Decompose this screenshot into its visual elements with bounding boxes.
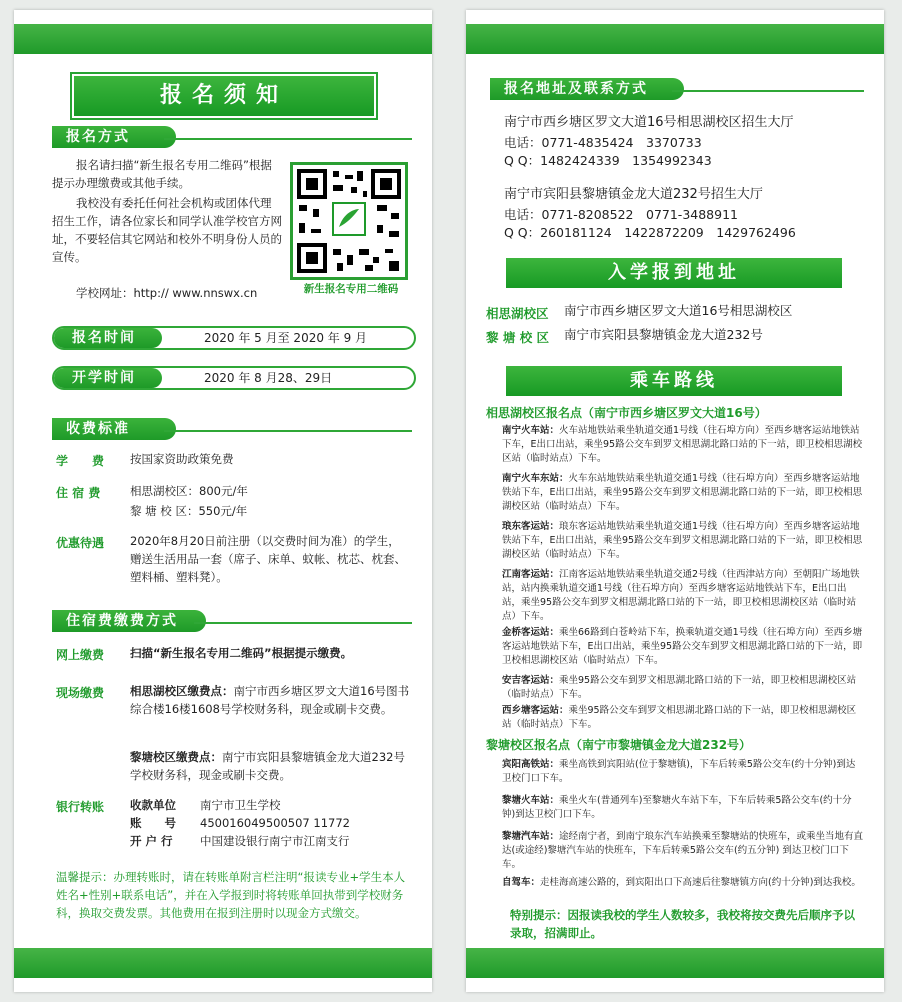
route-4 [502, 568, 864, 624]
checkin-heading: 入学报到地址 [506, 258, 842, 288]
time-value: 2020 年 5 月至 2020 年 9 月 [204, 331, 368, 345]
tuition-value: 按国家资助政策免费 [130, 452, 234, 466]
onsite-point-2 [130, 748, 410, 784]
address-2-tel: 电话：0771-8208522 0771-3488911 [504, 207, 738, 222]
route-5-label: 金桥客运站： [502, 627, 560, 638]
route-3-text: 琅东客运站地铁站乘坐轨道交通1号线（往石埠方向）至西乡塘客运站地铁站下车，E出口出站，乘坐95路公交车到罗文相思湖北路口站的下一站，即卫校相思湖校区站（临时站点）下车。 [502, 521, 863, 560]
section-heading-fees: 收费标准 [52, 418, 176, 440]
top-band [466, 24, 884, 54]
section-heading-payment: 住宿费缴费方式 [52, 610, 206, 632]
route-7-label: 西乡塘客运站： [502, 705, 569, 716]
route-2 [502, 472, 864, 514]
start-row [52, 366, 416, 390]
payee-label: 收款单位 [130, 798, 176, 812]
qr-code[interactable] [290, 162, 408, 280]
divider [164, 138, 412, 140]
checkin-xsh-label: 相思湖校区 [486, 306, 549, 321]
route-5-text: 乘坐66路到白苍岭站下车，换乘轨道交通1号线（往石埠方向）至西乡塘客运站地铁站下车，E出口出站，乘坐95路公交车到罗文相思湖北路口站的下一站，即卫校相思湖校区站（临时站点）下车。 [502, 627, 863, 666]
left-page [14, 10, 432, 992]
address-1: 南宁市西乡塘区罗文大道16号相思湖校区招生大厅 [504, 115, 794, 130]
payee-value: 南宁市卫生学校 [200, 798, 281, 812]
time-row [52, 326, 416, 350]
divider [672, 90, 864, 92]
route-lt-4-text: 走桂海高速公路的，到宾阳出口下高速后往黎塘镇方向(约十分钟)到达我校。 [540, 877, 861, 888]
route-lt-2-text: 乘坐火车(普通列车)至黎塘火车站下车，下车后转乘5路公交车(约十分钟)到达卫校门口下车。 [502, 795, 852, 820]
start-value: 2020 年 8 月28、29日 [204, 371, 333, 385]
discount-text: 2020年8月20日前注册（以交费时间为准）的学生，赠送生活用品一套（席子、床单、蚊帐、枕芯、枕套、塑料桶、塑料凳）。 [130, 534, 406, 584]
bottom-band [14, 948, 432, 978]
method-paragraph-1: 报名请扫描“新生报名专用二维码”根据提示办理缴费或其他手续。 [52, 158, 272, 190]
qr-caption: 新生报名专用二维码 [303, 283, 399, 295]
start-heading: 开学时间 [54, 368, 162, 388]
route-4-label: 江南客运站： [502, 569, 560, 580]
onsite-point-1-title: 相思湖校区缴费点： [130, 684, 234, 698]
route-lt-2-label: 黎塘火车站： [502, 795, 560, 806]
onsite-point-1 [130, 682, 410, 718]
warm-tip: 温馨提示：办理转账时，请在转账单附言栏注明“报读专业+学生本人姓名+性别+联系电话”，并在入学报到时将转账单回执带到学校财务科，换取交费发票。其他费用在报到注册时以现金方式缴交。 [56, 870, 406, 920]
divider [164, 430, 412, 432]
route-lt-2 [502, 794, 864, 822]
address-1-tel: 电话：0771-4835424 3370733 [504, 135, 702, 150]
route-lt-3-text: 途经南宁者，到南宁琅东汽车站换乘至黎塘站的快班车，或乘坐当地有直达(或途经)黎塘汽车站的快班车，下车后转乘5路公交车(约五分钟) 到达卫校门口下车。 [502, 831, 864, 870]
onsite-point-2-text: 南宁市宾阳县黎塘镇金龙大道232号学校财务科，现金或刷卡交费。 [130, 750, 405, 782]
route-lt-4 [502, 876, 864, 890]
route-lt-4-label: 自驾车： [502, 877, 541, 888]
divider [194, 622, 412, 624]
account-label: 账 号 [130, 816, 176, 830]
route-3-label: 琅东客运站： [502, 521, 560, 532]
discount-label: 优惠待遇 [56, 536, 105, 550]
route-lt-1-label: 宾阳高铁站： [502, 759, 560, 770]
online-label: 网上缴费 [56, 648, 105, 662]
top-band [14, 24, 432, 54]
onsite-point-1-text: 南宁市西乡塘区罗文大道16号图书综合楼16楼1608号学校财务科，现金或刷卡交费。 [130, 684, 410, 716]
account-value: 450016049500507 11772 [200, 816, 350, 830]
route-2-label: 南宁火车东站： [502, 473, 569, 484]
checkin-xsh-address: 南宁市西乡塘区罗文大道16号相思湖校区 [564, 303, 793, 318]
dorm-fee-2: 黎 塘 校 区：550元/年 [130, 504, 248, 518]
route-2-text: 火车东站地铁站乘坐轨道交通1号线（往石埠方向）至西乡塘客运站地铁站下车，E出口出站，乘坐95路公交车到罗文相思湖北路口站的下一站，即卫校相思湖校区站（临时站点）下车。 [502, 473, 863, 512]
route-7 [502, 704, 864, 732]
route-4-text: 江南客运站地铁站乘坐轨道交通2号线（往西津站方向）至朝阳广场地铁站，站内换乘轨道交通1号线（往石埠方向）至西乡塘客运站地铁站下车，E出口出站，乘坐95路公交车到罗文相思湖北路口站的下一站，即卫校相思湖校区站（临时站点）下车。 [502, 569, 860, 622]
section-heading-contact: 报名地址及联系方式 [490, 78, 684, 100]
route-lt-1 [502, 758, 864, 786]
route-6-label: 安吉客运站： [502, 675, 560, 686]
onsite-label: 现场缴费 [56, 686, 105, 700]
time-heading: 报名时间 [54, 328, 162, 348]
route-1-label: 南宁火车站： [502, 425, 560, 436]
bank-name-label: 开 户 行 [130, 834, 173, 848]
section-heading-method: 报名方式 [52, 126, 176, 148]
checkin-lt-address: 南宁市宾阳县黎塘镇金龙大道232号 [564, 327, 763, 342]
lt-route-title: 黎塘校区报名点（南宁市黎塘镇金龙大道232号） [486, 738, 752, 752]
dorm-label: 住 宿 费 [56, 486, 101, 500]
qr-code-icon [293, 165, 405, 277]
online-text: 扫描“新生报名专用二维码”根据提示缴费。 [130, 646, 353, 660]
xsh-route-title: 相思湖校区报名点（南宁市西乡塘区罗文大道16号） [486, 406, 767, 420]
address-1-qq: Q Q：1482424339 1354992343 [504, 153, 712, 168]
bank-label: 银行转账 [56, 800, 105, 814]
route-1 [502, 424, 864, 466]
bank-name-value: 中国建设银行南宁市江南支行 [200, 834, 350, 848]
routes-heading: 乘车路线 [506, 366, 842, 396]
page-title: 报名须知 [72, 74, 376, 118]
school-website: 学校网址：http:// www.nnswx.cn [76, 286, 258, 300]
route-7-text: 乘坐95路公交车到罗文相思湖北路口站的下一站，即卫校相思湖校区站（临时站点）下车。 [502, 705, 857, 730]
address-2-qq: Q Q：260181124 1422872209 1429762496 [504, 225, 796, 240]
checkin-lt-label: 黎 塘 校 区 [486, 330, 550, 345]
route-lt-3 [502, 830, 864, 872]
route-3 [502, 520, 864, 562]
method-paragraph-2: 我校没有委托任何社会机构或团体代理招生工作，请各位家长和同学认准学校官方网址，不要轻信其它网站和校外不明身份人员的宣传。 [52, 196, 282, 264]
address-2: 南宁市宾阳县黎塘镇金龙大道232号招生大厅 [504, 187, 763, 202]
right-page [466, 10, 884, 992]
special-notice: 特别提示：因报读我校的学生人数较多，我校将按交费先后顺序予以录取，招满即止。 [510, 908, 855, 940]
route-5 [502, 626, 864, 668]
dorm-fee-1: 相思湖校区：800元/年 [130, 484, 248, 498]
route-6-text: 乘坐95路公交车到罗文相思湖北路口站的下一站，即卫校相思湖校区站（临时站点）下车。 [502, 675, 857, 700]
route-lt-3-label: 黎塘汽车站： [502, 831, 560, 842]
bottom-band [466, 948, 884, 978]
onsite-point-2-title: 黎塘校区缴费点： [130, 750, 222, 764]
route-lt-1-text: 乘坐高铁到宾阳站(位于黎塘镇)，下车后转乘5路公交车(约十分钟)到达卫校门口下车。 [502, 759, 856, 784]
route-6 [502, 674, 864, 702]
route-1-text: 火车站地铁站乘坐轨道交通1号线（往石埠方向）至西乡塘客运站地铁站下车，E出口出站，乘坐95路公交车到罗文相思湖北路口站的下一站，即卫校相思湖校区站（临时站点）下车。 [502, 425, 863, 464]
tuition-label: 学 费 [56, 454, 105, 468]
